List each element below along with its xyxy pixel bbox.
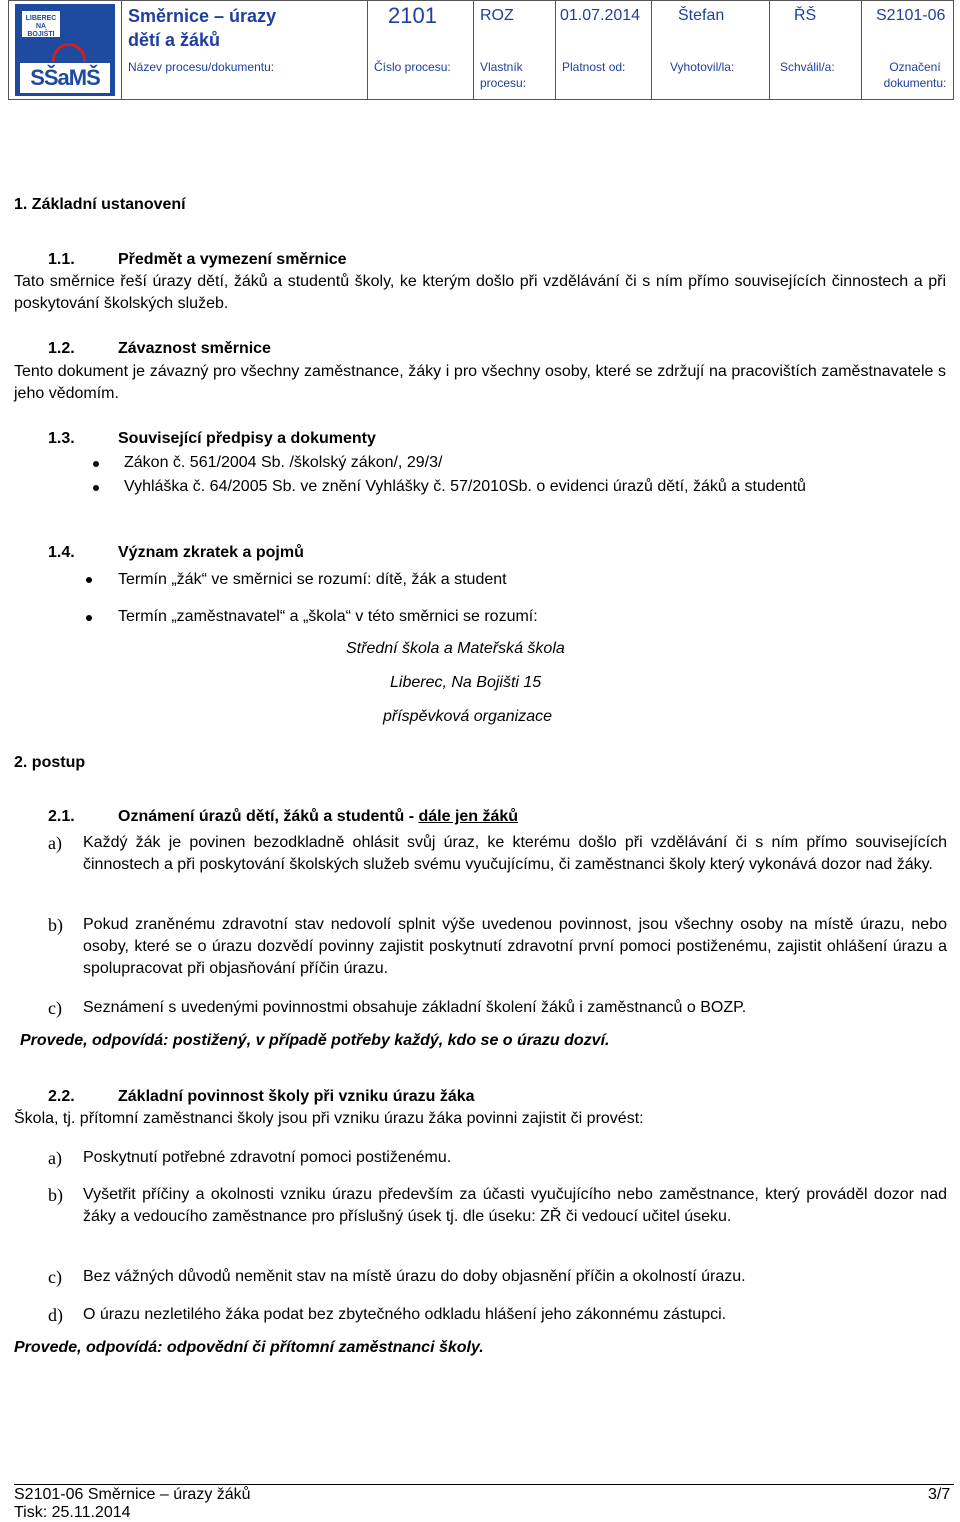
logo-bottom-text: SŠaMŠ (20, 63, 110, 93)
section-2-1-title (118, 806, 518, 828)
header-cell-approver (769, 1, 861, 99)
list-item-text: Každý žák je povinen bezodkladně ohlásit svůj úraz, ke kterému došlo při vzdělávání či s ním přímo souvisejících činnostech a při poskytování školských služeb svému vyučujícímu, či zaměstnanci školy který vykonává dozor nad žáky. (83, 834, 947, 873)
footer-page-number: 3/7 (928, 1486, 951, 1503)
doc-title-line1: Směrnice – úrazy (128, 6, 277, 26)
section-1-heading: 1. Základní ustanovení (14, 196, 186, 213)
header-cell-author (651, 1, 769, 99)
section-2-1-number: 2.1. (48, 808, 75, 825)
footer-doc-name: S2101-06 Směrnice – úrazy žáků (14, 1486, 251, 1503)
approver-label: Schválil/a: (780, 60, 835, 74)
responsibility-note: Provede, odpovídá: odpovědní či přítomní zaměstnanci školy. (14, 1339, 484, 1356)
bullet-icon (93, 485, 99, 491)
term-item-employer: Termín „zaměstnavatel“ a „škola“ v této směrnici se rozumí: (118, 608, 538, 625)
section-1-2-number: 1.2. (48, 340, 75, 357)
list-item-text: Vyšetřit příčiny a okolnosti vzniku úrazu především za účasti vyučujícího nebo zaměstnance, který prováděl dozor nad žáky a vedoucího zaměstnance pro příslušný úsek tj. dle úseku: ZŘ či vedoucí učitel úseku. (83, 1186, 947, 1225)
school-name-line1: Střední škola a Mateřská škola (346, 640, 565, 657)
section-1-4-number: 1.4. (48, 544, 75, 561)
section-1-1-text: Tato směrnice řeší úrazy dětí, žáků a studentů školy, ke kterým došlo při vzdělávání či s ním přímo souvisejících činnostech a při poskytování školských služeb. (14, 273, 946, 312)
header-cell-title (121, 1, 367, 99)
header-cell-docid (861, 1, 953, 99)
header-cell-valid (555, 1, 651, 99)
regulation-item: Vyhláška č. 64/2005 Sb. ve znění Vyhlášky č. 57/2010Sb. o evidenci úrazů dětí, žáků a studentů (124, 478, 806, 495)
header-cell-owner (473, 1, 555, 99)
logo-arc-icon (52, 43, 86, 62)
list-item-text: O úrazu nezletilého žáka podat bez zbytečného odkladu hlášení jeho zákonnému zástupci. (83, 1306, 727, 1323)
list-item-text: Seznámení s uvedenými povinnostmi obsahuje základní školení žáků i zaměstnanců o BOZP. (83, 999, 747, 1016)
section-1-1-title: Předmět a vymezení směrnice (118, 251, 347, 268)
valid-from-label: Platnost od: (562, 60, 626, 74)
section-2-1-title-underlined: dále jen žáků (418, 808, 519, 825)
bullet-icon (86, 615, 92, 621)
section-2-2-number: 2.2. (48, 1088, 75, 1105)
section-1-2-text: Tento dokument je závazný pro všechny zaměstnance, žáky i pro všechny osoby, které se zdržují na pracovištích zaměstnavatele s jeho vědomím. (14, 363, 946, 402)
bullet-icon (93, 461, 99, 467)
list-item-text: Bez vážných důvodů neměnit stav na místě úrazu do doby objasnění příčin a okolností úrazu. (83, 1268, 746, 1285)
section-2-2-intro: Škola, tj. přítomní zaměstnanci školy jsou při vzniku úrazu žáka povinni zajistit či provést: (14, 1110, 644, 1127)
author-label: Vyhotovil/la: (670, 60, 735, 74)
list-item-text: Pokud zraněnému zdravotní stav nedovolí splnit výše uvedenou povinnost, jsou všechny osoby na místě úrazu, nebo osoby, které se o úrazu dozvědí povinny zajistit poskytnutí zdravotní první pomoci postiženému, zajistit ohlášení úrazu a spolupracovat při objasňování příčin úrazu. (83, 916, 947, 977)
list-marker: c) (48, 998, 62, 1018)
document-header (8, 0, 954, 100)
section-1-3-title: Související předpisy a dokumenty (118, 430, 376, 447)
regulation-item: Zákon č. 561/2004 Sb. /školský zákon/, 29/3/ (124, 454, 443, 471)
list-item-text: Poskytnutí potřebné zdravotní pomoci postiženému. (83, 1149, 452, 1166)
process-owner-label: Vlastník procesu: (480, 60, 527, 90)
term-item-student: Termín „žák“ ve směrnici se rozumí: dítě, žák a student (118, 571, 507, 588)
process-number-label: Číslo procesu: (374, 60, 451, 74)
doc-title-line2: dětí a žáků (128, 30, 221, 50)
approver: ŘŠ (794, 7, 817, 24)
section-2-heading: 2. postup (14, 754, 86, 771)
bullet-icon (86, 577, 92, 583)
doc-title-label: Název procesu/dokumentu: (128, 60, 275, 74)
section-1-3-number: 1.3. (48, 430, 75, 447)
list-marker: d) (48, 1305, 63, 1325)
responsibility-note: Provede, odpovídá: postižený, v případě potřeby každý, kdo se o úrazu dozví. (20, 1032, 610, 1049)
list-marker: a) (48, 1148, 62, 1168)
author: Štefan (678, 7, 725, 24)
school-logo (15, 4, 115, 96)
header-cell-number (367, 1, 473, 99)
footer-print-date: Tisk: 25.11.2014 (14, 1504, 131, 1521)
section-2-1-title-main: Oznámení úrazů dětí, žáků a studentů - (118, 808, 419, 825)
section-1-1-number: 1.1. (48, 251, 75, 268)
list-marker: c) (48, 1267, 62, 1287)
school-name-line2: Liberec, Na Bojišti 15 (390, 674, 542, 691)
doc-id-label: Označení dokumentu: (883, 60, 947, 90)
section-1-4-title: Význam zkratek a pojmů (118, 544, 304, 561)
process-owner: ROZ (480, 7, 514, 24)
section-1-2-title: Závaznost směrnice (118, 340, 271, 357)
list-marker: b) (48, 1185, 63, 1205)
logo-top-text: LIBEREC NA BOJIŠTI (22, 11, 60, 37)
process-number: 2101 (388, 3, 437, 28)
school-name-line3: příspěvková organizace (383, 708, 552, 725)
doc-id: S2101-06 (876, 7, 946, 24)
list-marker: a) (48, 833, 62, 853)
list-marker: b) (48, 915, 63, 935)
section-2-2-title: Základní povinnost školy při vzniku úrazu žáka (118, 1088, 475, 1105)
valid-from: 01.07.2014 (560, 7, 641, 24)
